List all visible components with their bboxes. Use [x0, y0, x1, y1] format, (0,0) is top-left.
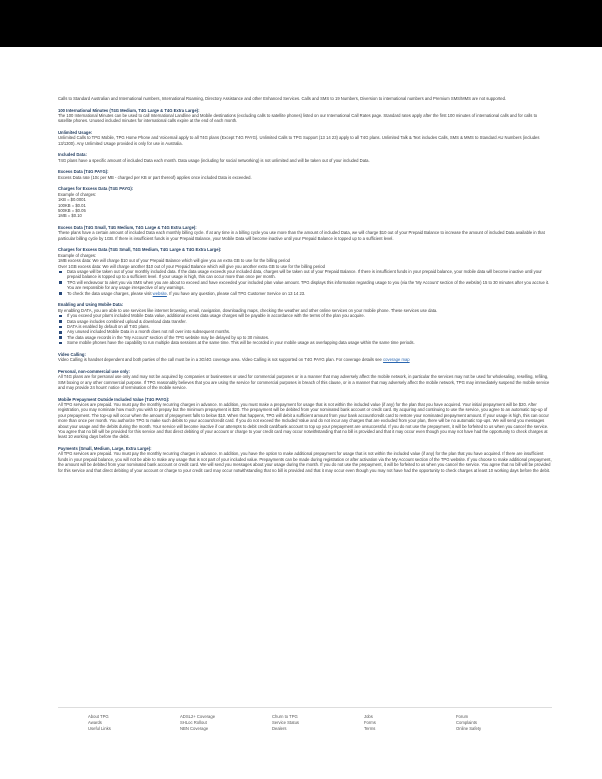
footer-column — [456, 714, 548, 731]
section-body: Excess Data rate (10c per MB - charged per KB or part thereof) applies once included Data is exceeded. — [58, 174, 252, 180]
section-heading: Personal, non-commercial use only: — [58, 368, 130, 374]
section-heading: Payments (Small, Medium, Large, Extra Large): — [58, 445, 152, 451]
section-excess-data-payg — [58, 169, 552, 180]
charge-line: 1MB = $0.10 — [58, 213, 82, 219]
footer-link-online-safety[interactable]: Online Safety — [456, 725, 482, 731]
footer-link-awards[interactable]: Awards — [88, 719, 102, 725]
footer-link-jobs[interactable]: Jobs — [364, 714, 373, 719]
section-charges-plans — [58, 247, 552, 296]
footer-column — [180, 714, 272, 731]
footer-link-nbn-coverage[interactable]: NBN Coverage — [180, 725, 209, 731]
footer-links — [88, 714, 548, 731]
charge-line: Example of charges: — [58, 191, 97, 197]
website-link[interactable]: website — [152, 290, 167, 296]
intro-text: Calls to Standard Australian and International numbers, International Roaming, Directory Assistance and other Enhanced Services. Calls and SMS to 19 Numbers, Diversion to international numbers and Premium SMS/MMS are not supported. — [58, 96, 507, 101]
footer-link-churn[interactable]: Churn to TPG — [272, 714, 298, 719]
section-body: Unlimited Calls to TPG Mobile, TPG Home Phone and Voicemail apply to all T4G plans (Except T4G PAYG). Unlimited Calls to TPG Support (13 14 23) apply to all T4G plans. Unlimited Talk & Text includes Calls, SMS & MMS to Standard AU Numbers (includes 13/1300). Any Unlimited Usage provided is only for use in Australia. — [58, 135, 540, 146]
section-unlimited-usage — [58, 130, 552, 146]
section-prepayment-payg — [58, 397, 552, 440]
section-body: The 100 International Minutes can be used to call International Landline and Mobile destinations (excluding calls to satellite phones) listed on our International Call Rates page. Standard rates apply after the first 100 minutes of international calls and for calls to satellite phones. Unused included minutes for international calls expire at the end of each month. — [58, 113, 538, 124]
list-item: TPG will endeavour to alert you via SMS when you are about to exceed and have exceeded your included plan value amount. TPG displays this information regarding usage to you (via the 'My Account' section of the website) 15 to 30 minutes after you accrue it. You are responsible for any usage irrespective of any warnings. — [67, 280, 552, 291]
section-body: These plans have a certain amount of included Data each monthly billing cycle. If at any time in a billing cycle you use more than the amount of included Data, we will charge $10 out of your Prepaid Balance to increase the amount of included Data available in that particular billing cycle by 1GB. If there is insufficient funds in your Prepaid Balance, your Mobile Data will become inactive until your Prepaid Balance is topped up to a sufficient level. — [58, 230, 545, 241]
section-body: By enabling DATA, you are able to use services like internet browsing, email, navigation, downloading maps, checking the weather and other online services on your mobile phone. These services use data. — [58, 307, 438, 313]
section-heading: Unlimited Usage: — [58, 130, 93, 135]
section-body: Video Calling is handset dependent and both parties of the call must be in a 3G/4G coverage area. Video Calling is not supported on T4G PAYG plan. For coverage details see — [58, 357, 382, 363]
footer-link-about[interactable]: About TPG — [88, 714, 109, 719]
section-excess-data-plans — [58, 225, 552, 241]
footer-link-adsl-coverage[interactable]: ADSL2+ Coverage — [180, 714, 216, 719]
section-heading: Charges for Excess Data (T4G Small, T4G Medium, T4G Large & T4G Extra Large): — [58, 247, 222, 253]
footer-link-terms[interactable]: Terms — [364, 725, 376, 731]
charge-line: 500KB = $0.05 — [58, 208, 86, 214]
footer-link-forms[interactable]: Forms — [364, 719, 376, 725]
bullet-list — [58, 313, 552, 345]
footer-column — [272, 714, 364, 731]
section-included-data — [58, 152, 552, 163]
charge-line: 1KB = $0.0001 — [58, 197, 86, 203]
section-charges-payg — [58, 186, 552, 218]
list-item-tail: . If you have any question, please call TPG Customer Service on 13 14 23. — [166, 290, 306, 296]
section-heading: 100 International Minutes (T4G Medium, T4G Large & T4G Extra Large): — [58, 107, 200, 113]
footer-link-rollout[interactable]: SHLoc Rollout — [180, 719, 207, 725]
coverage-map-link[interactable]: coverage map — [383, 357, 410, 363]
top-black-bar — [0, 0, 602, 47]
list-item: Any unused included Mobile Data in a month does not roll over into subsequent months. — [67, 329, 552, 334]
section-body: T4G plans have a specific amount of included Data each month. Data usage (including for social networking) is not unlimited and will be taken out of your included Data. — [58, 157, 370, 163]
charge-line: 1MB excess data: We will charge $10 out of your Prepaid Balance which will give you an extra GB to use for the billing period — [58, 258, 290, 264]
section-heading: Excess Data (T4G Small, T4G Medium, T4G Large & T4G Extra Large): — [58, 225, 197, 231]
footer-link-dealers[interactable]: Dealers — [272, 725, 287, 731]
charge-line: Example of charges: — [58, 252, 97, 258]
charge-line: Over 1GB excess data: We will charge another $10 out of your Prepaid Balance which will give you another extra GB to use for the billing period — [58, 263, 325, 269]
list-item: The data usage records in the "My Account" section of the TPG website may be delayed by up to 30 minutes. — [67, 335, 552, 340]
section-body: All TPG services are prepaid. You must pay the monthly recurring charges in advance. In addition, you must make a prepayment for usage that is not within the included value (if any) for the plan that you have acquired. Your initial prepayment will be $20. After registration, you may nominate how much you wish to prepay but the minimum prepayment is $20. The prepayment will be debited from your nominated bank account or credit card. By acquiring and continuing to use the service, you agree to an automatic top-up of your prepayment. The top-up will occur when the amount of prepayment falls to below $10. When that happens, TPG will debit a sufficient amount from your bank account/credit card to restore your nominated prepayment amount. If your usage is high, this can occur more than once per month. You authorize TPG to make such debits to your account/credit card. If you do not exceed the Included Value and do not incur any charges that are excluded from your plan, there will be no automatic top-ups. We will send you messages about your usage and the debits during the month. Your service will become inactive if our attempts to debit credit card/bank account to top up your prepayment are unsuccessful. If you do not use the prepayment, it will be forfeited to us when you cancel the service. You agree that no bill will be provided for this service and that direct debiting of your account or charge to your credit card may occur notwithstanding that no bill is provided and that it may occur even though you may not have had the opportunity to check charges at least 10 working days before the debit. — [58, 401, 549, 440]
section-heading: Excess Data (T4G PAYG): — [58, 169, 109, 175]
terms-content — [58, 96, 552, 479]
footer-column — [88, 714, 180, 731]
section-personal-use — [58, 369, 552, 391]
section-heading: Enabling and Using Mobile Data: — [58, 302, 124, 308]
footer-divider — [58, 707, 552, 708]
list-item: Data usage will be taken out of your monthly included data. If the data usage exceeds your included data, charges will be taken out of your Prepaid Balance. If there is insufficient funds in your prepaid balance, your mobile data will become inactive until your prepaid balance is topped up to a sufficient level. If your usage is high, this can occur more than once per month. — [67, 269, 552, 280]
list-item: DATA is enabled by default on all T4G plans. — [67, 324, 552, 329]
section-heading: Included Data: — [58, 152, 87, 158]
list-item: Some mobile phones have the capability to run multiple data sessions at the same time. This will be recorded in your mobile usage as overlapping data usage within the same time periods. — [67, 340, 552, 345]
section-body: All TPG services are prepaid. You must pay the monthly recurring charges in advance. In addition, you have the option to make additional prepayment for usage that is not within the included value (if any) for the plan that you have acquired. If there are insufficient funds in your prepaid balance, you will not be able to make any usage that is not part of your included value. Prepayments can be made during registration or after activation via the My Account section of the TPG website. If you choose to make additional prepayment, the amount will be debited from your nominated bank account or credit card. We will send you messages about your usage during the month. If you do not use the prepayment, it will be forfeited to us when you cancel the service. You agree that no bill will be provided for this service and that direct debiting of your account or charge to your credit card may occur notwithstanding that no bill is provided and that it may occur even though you may not have had the opportunity to check charges at least 10 working days before the debit. — [58, 451, 552, 473]
footer-link-service-status[interactable]: Service Status — [272, 719, 299, 725]
list-item-text: To check the data usage charges, please visit — [67, 290, 152, 296]
footer-link-useful-links[interactable]: Useful Links — [88, 725, 111, 731]
intro-section — [58, 96, 552, 101]
section-heading: Mobile Prepayment Outside Included Value (T4G PAYG): — [58, 396, 170, 402]
list-item — [67, 291, 552, 296]
section-video-calling — [58, 352, 552, 363]
footer-column — [364, 714, 456, 731]
footer-link-complaints[interactable]: Complaints — [456, 719, 477, 725]
section-body: All T4G plans are for personal use only and may not be acquired by companies or businesses or used for commercial purposes or in a manner that may adversely affect the mobile network, in particular the services may not be used for wholesaling, reselling, refiling, SIM boxing or any other commercial purpose. If TPG reasonably believes that you are using the service for commercial purposes in breach of this clause, or in a manner that may adversely affect the mobile network, TPG may immediately suspend the mobile service and may provide 24 hours' notice of termination of the mobile service. — [58, 374, 550, 390]
section-mobile-data — [58, 302, 552, 345]
list-item: If you exceed your plan's included Mobile Data value, additional excess data usage charges will be payable in accordance with the terms of the plan you acquire. — [67, 313, 552, 318]
charge-line: 100KB = $0.01 — [58, 202, 86, 208]
list-item: Data usage includes combined upload & download data transfer. — [67, 319, 552, 324]
section-payments — [58, 446, 552, 473]
footer-link-forum[interactable]: Forum — [456, 714, 469, 719]
section-body-wrap — [58, 357, 552, 362]
bullet-list — [58, 269, 552, 296]
section-heading: Charges for Excess Data (T4G PAYG): — [58, 186, 134, 192]
section-international-minutes — [58, 108, 552, 124]
section-heading: Video Calling: — [58, 351, 86, 357]
